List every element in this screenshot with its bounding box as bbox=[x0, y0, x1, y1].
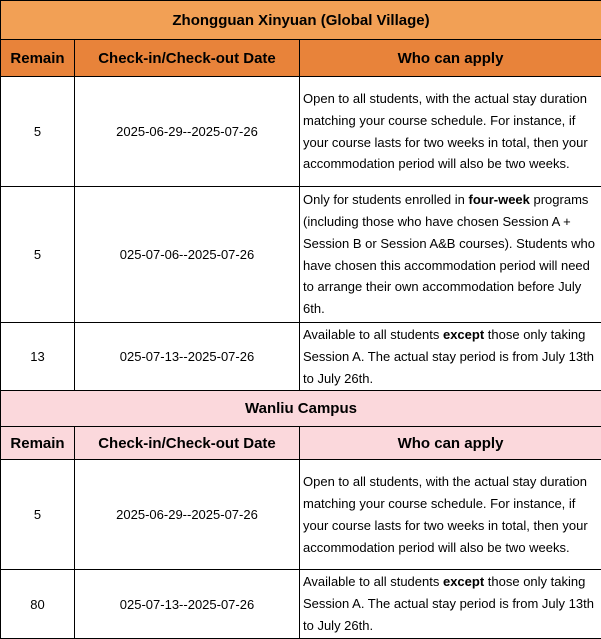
who-cell bbox=[300, 570, 601, 638]
table-row bbox=[1, 460, 601, 570]
header-who: Who can apply bbox=[300, 40, 601, 77]
date-cell: 025-07-13--2025-07-26 bbox=[75, 570, 300, 638]
remain-cell: 80 bbox=[1, 570, 75, 638]
header-date: Check-in/Check-out Date bbox=[75, 427, 300, 460]
who-text: Available to all students bbox=[303, 327, 443, 342]
who-text: Only for students enrolled in bbox=[303, 192, 468, 207]
remain-cell: 5 bbox=[1, 187, 75, 323]
who-cell bbox=[300, 460, 601, 570]
who-cell bbox=[300, 187, 601, 323]
table-row bbox=[1, 77, 601, 187]
table-row bbox=[1, 323, 601, 391]
header-row bbox=[1, 427, 601, 460]
date-cell: 025-07-13--2025-07-26 bbox=[75, 323, 300, 391]
date-cell: 2025-06-29--2025-07-26 bbox=[75, 460, 300, 570]
who-text: Available to all students bbox=[303, 574, 443, 589]
header-row bbox=[1, 40, 601, 77]
header-remain: Remain bbox=[1, 40, 75, 77]
remain-cell: 5 bbox=[1, 460, 75, 570]
who-emphasis: except bbox=[443, 327, 484, 342]
table-row bbox=[1, 187, 601, 323]
who-emphasis: four-week bbox=[468, 192, 529, 207]
date-cell: 2025-06-29--2025-07-26 bbox=[75, 77, 300, 187]
who-cell bbox=[300, 77, 601, 187]
who-text-rest: programs (including those who have chosen Session A + Session B or Session A&B courses). Students who have chosen this accommodation period will need to arrange their own accommodation before July 6th. bbox=[303, 192, 595, 316]
who-emphasis: except bbox=[443, 574, 484, 589]
remain-cell: 13 bbox=[1, 323, 75, 391]
header-date: Check-in/Check-out Date bbox=[75, 40, 300, 77]
section-title-zhongguan: Zhongguan Xinyuan (Global Village) bbox=[1, 1, 601, 40]
who-text: Open to all students, with the actual stay duration matching your course schedule. For instance, if your course lasts for two weeks in total, then your accommodation period will also be two weeks. bbox=[303, 474, 588, 554]
remain-cell: 5 bbox=[1, 77, 75, 187]
header-remain: Remain bbox=[1, 427, 75, 460]
header-who: Who can apply bbox=[300, 427, 601, 460]
who-text: Open to all students, with the actual stay duration matching your course schedule. For instance, if your course lasts for two weeks in total, then your accommodation period will also be two weeks. bbox=[303, 91, 588, 171]
section-title-wanliu: Wanliu Campus bbox=[1, 391, 601, 427]
date-cell: 025-07-06--2025-07-26 bbox=[75, 187, 300, 323]
who-text-rest: those only taking Session A. The actual stay period is from July 13th to July 26th. bbox=[303, 574, 594, 633]
table-row bbox=[1, 570, 601, 638]
who-text-rest: those only taking Session A. The actual stay period is from July 13th to July 26th. bbox=[303, 327, 594, 386]
who-cell bbox=[300, 323, 601, 391]
